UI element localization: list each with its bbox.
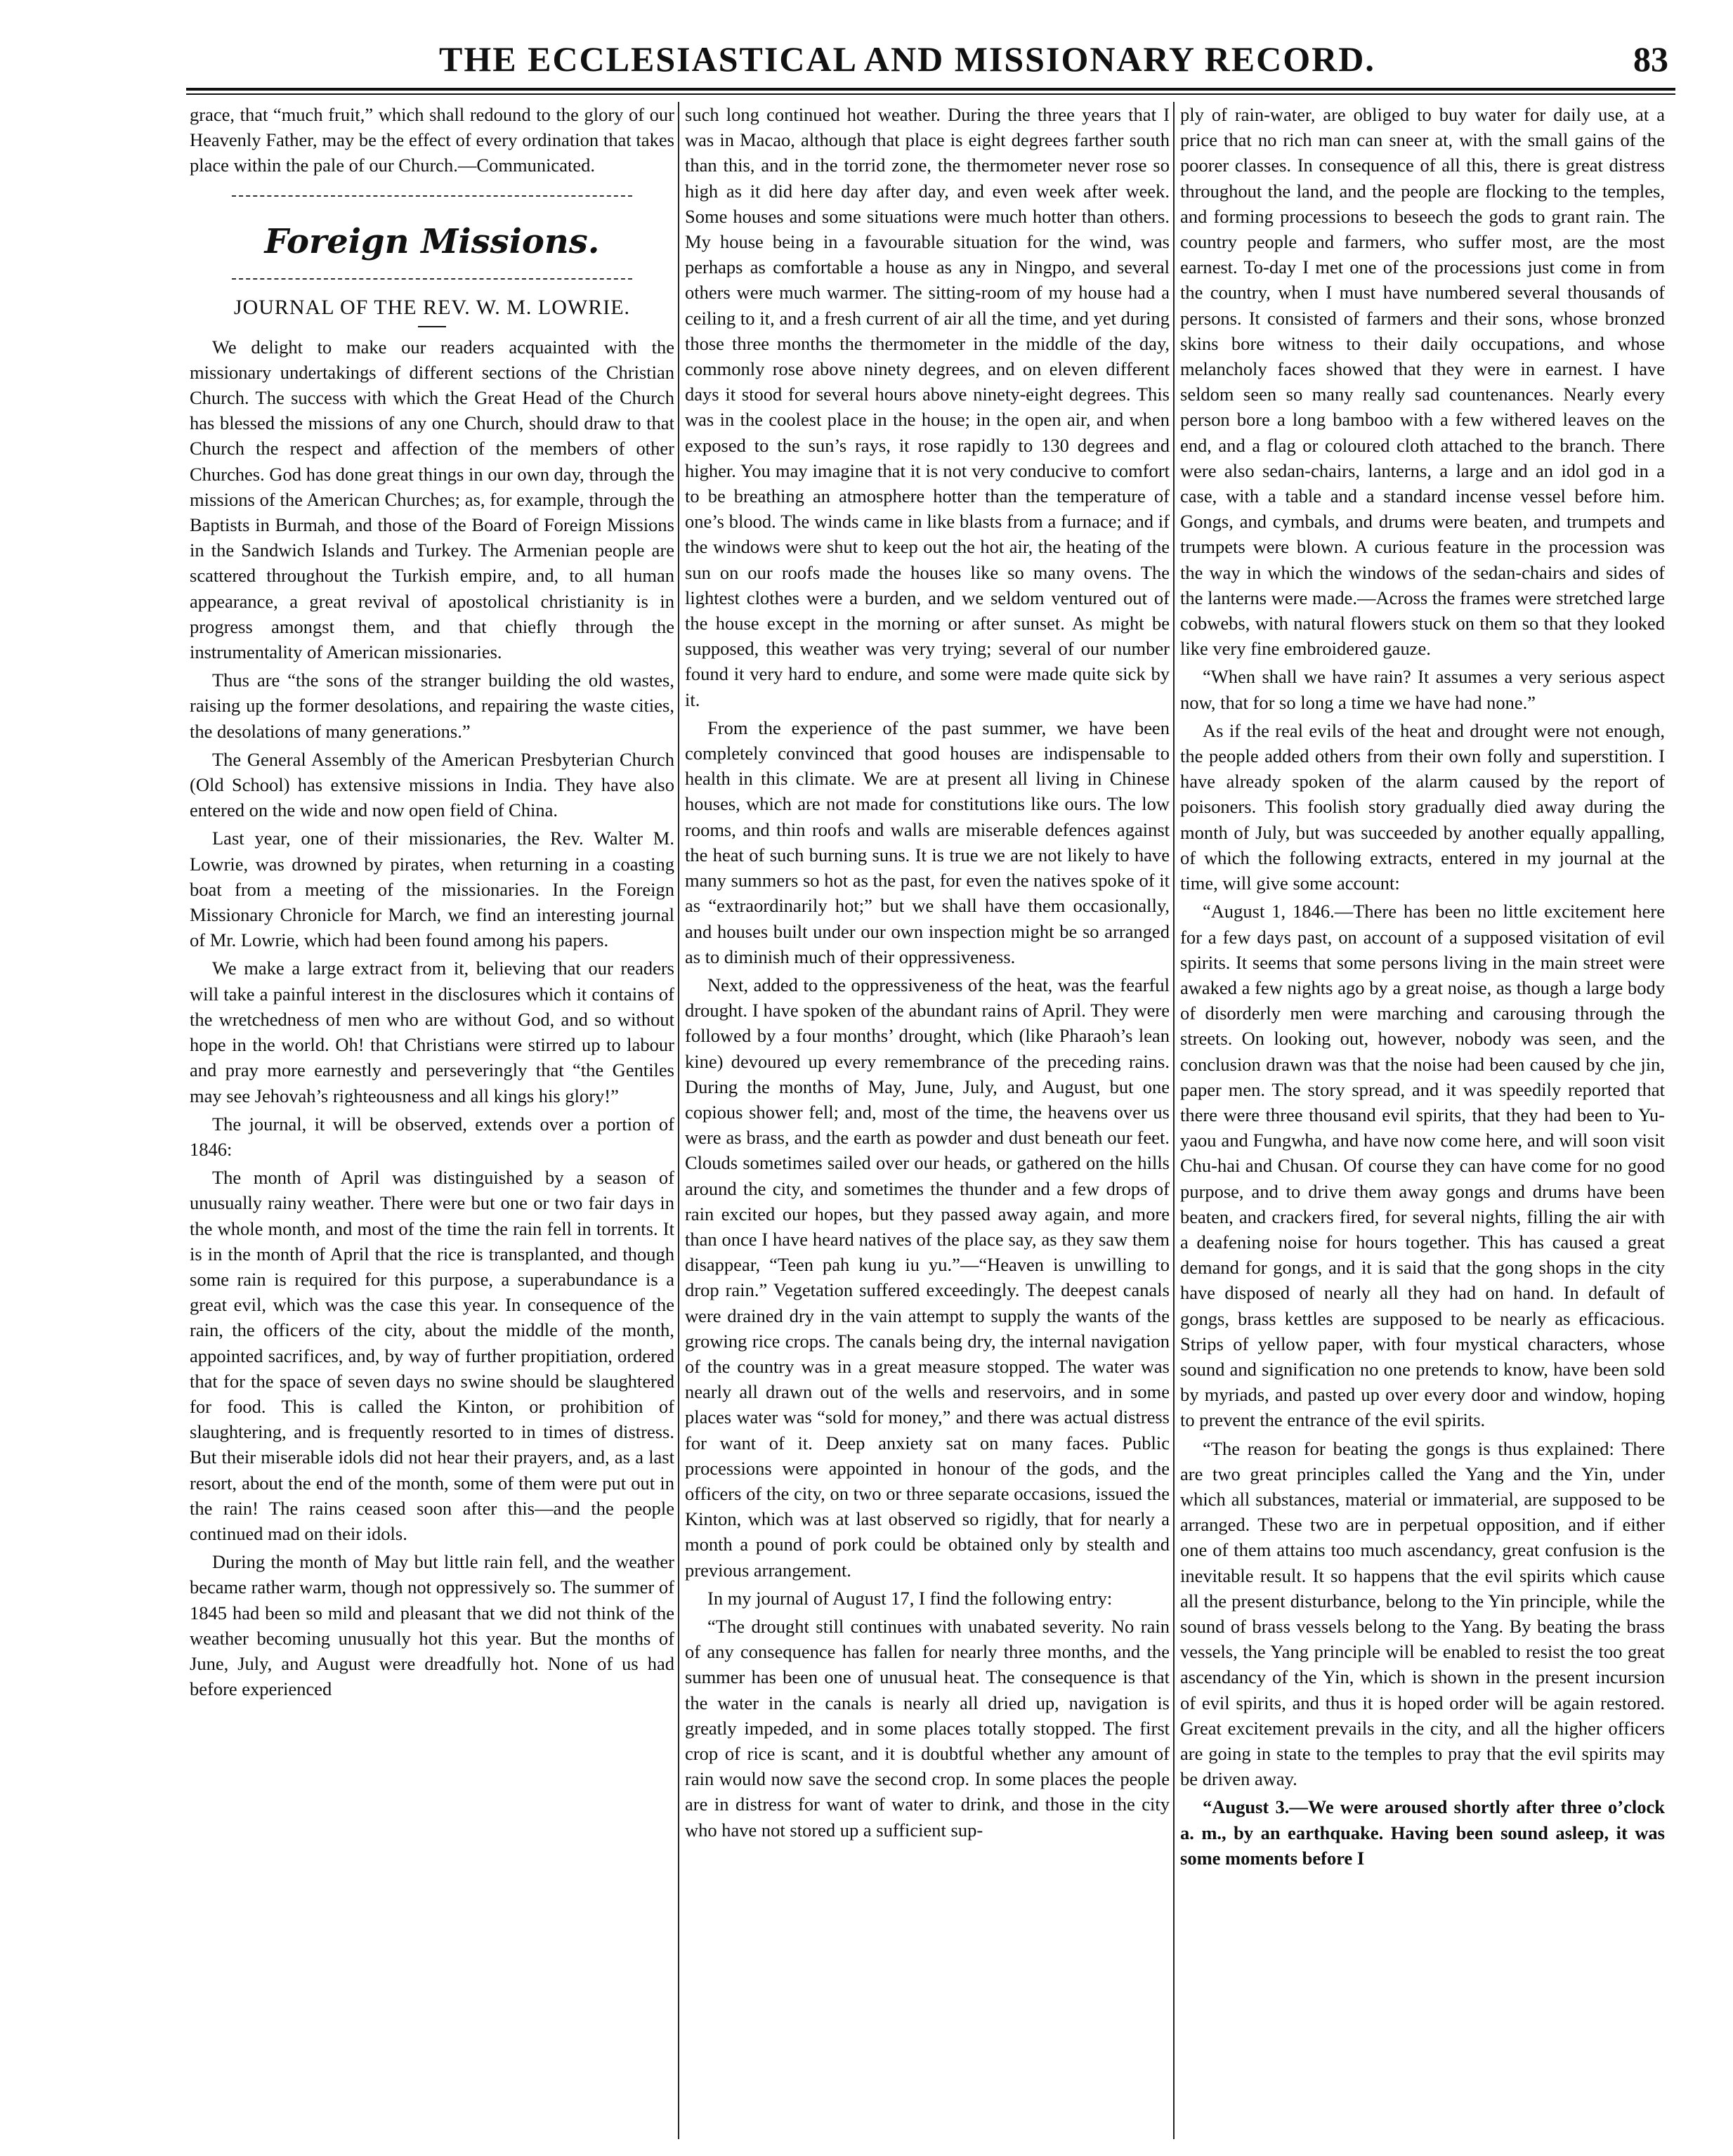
- column-middle: [685, 102, 1170, 2139]
- article-paragraph: grace, that “much fruit,” which shall redound to the glory of our Heavenly Father, may be the effect of every ordination that takes place within the pale of our Church.—Communicated.: [190, 104, 674, 176]
- page-number: 83: [1633, 39, 1668, 79]
- article-paragraph: “When shall we have rain? It assumes a very serious aspect now, that for so long a time we have had none.”: [1180, 666, 1665, 713]
- section-divider: [232, 195, 632, 197]
- header-rule-thin: [186, 93, 1675, 95]
- article-paragraph: As if the real evils of the heat and drought were not enough, the people added others from their own folly and superstition. I have already spoken of the alarm caused by the report of poisoners. This foolish story gradually died away during the month of July, but was succeeded by another equally appalling, of which the following extracts, entered in my journal at the time, will give some account:: [1180, 719, 1665, 894]
- article-title: JOURNAL OF THE REV. W. M. LOWRIE.: [233, 295, 631, 319]
- column-divider: [1173, 102, 1175, 2139]
- section-divider: [232, 278, 632, 280]
- article-paragraph: Next, added to the oppressiveness of the heat, was the fearful drought. I have spoken of the abundant rains of April. They were followed by a four months’ drought, which (like Pharaoh’s lean kine) devoured up every remembrance of the preceding rains. During the months of May, June, July, and August, but one copious shower fell; and, most of the time, the heavens over us were as brass, and the earth as powder and dust beneath our feet. Clouds sometimes sailed over our heads, or gathered on the hills around the city, and sometimes the thunder and a few drops of rain excited our hopes, but they passed away again, and more than once I have heard natives of the place say, as they saw them disappear, “Teen pah kung iu yu.”—“Heaven is unwilling to drop rain.” Vegetation suffered exceedingly. The deepest canals were drained dry in the vain attempt to supply the wants of the growing rice crops. The canals being dry, the internal navigation of the country was in a great measure stopped. The water was nearly all drawn out of the wells and reservoirs, and in some places water was “sold for money,” and there was actual distress for want of it. Deep anxiety sat on many faces. Public processions were appointed in honour of the gods, and the officers of the city, on two or three separate occasions, issued the Kinton, which was at last observed so rigidly, that for nearly a month a pound of pork could be obtained only by stealth and previous arrangement.: [685, 974, 1170, 1581]
- article-paragraph: During the month of May but little rain fell, and the weather became rather warm, though not oppressively so. The summer of 1845 had been so mild and pleasant that we did not think of the weather becoming unusually hot this year. But the months of June, July, and August were dreadfully hot. None of us had before experienced: [190, 1551, 674, 1700]
- article-paragraph: The month of April was distinguished by a season of unusually rainy weather. There were but one or two fair days in the whole month, and most of the time the rain fell in torrents. It is in the month of April that the rice is transplanted, and though some rain is required for this purpose, a superabundance is a great evil, which was the case this year. In consequence of the rain, the officers of the city, about the middle of the month, appointed sacrifices, and, by way of further propitiation, ordered that for the space of seven days no swine should be slaughtered for food. This is called the Kinton, or prohibition of slaughtering, and is frequently resorted to in times of distress. But their miserable idols did not hear their prayers, and, as a last resort, about the end of the month, some of them were put out in the rain! The rains ceased soon after this—and the people continued mad on their idols.: [190, 1167, 674, 1544]
- article-paragraph: such long continued hot weather. During the three years that I was in Macao, although that place is eight degrees farther south than this, and in the torrid zone, the thermometer never rose so high as it did here day after day, and even week after week. Some houses and some situations were much hotter than others. My house being in a favourable situation for the wind, was perhaps as comfortable a house as any in Ningpo, and several others were much warmer. The sitting-room of my house had a ceiling to it, and a fresh current of air all the time, and yet during those three months the thermometer in the middle of the day, commonly rose above ninety degrees, and on eleven different days it stood for several hours above ninety-eight degrees. This was in the coolest place in the house; in the open air, and when exposed to the sun’s rays, it rose rapidly to 130 degrees and higher. You may imagine that it is not very conducive to comfort to be breathing an atmosphere hotter than the temperature of one’s blood. The winds came in like blasts from a furnace; and if the windows were shut to keep out the hot air, the heating of the sun on our roofs made the houses like so many ovens. The lightest clothes were a burden, and we seldom ventured out of the house except in the morning or after sunset. As might be supposed, this weather was very trying; several of our number found it very hard to endure, and some were made quite sick by it.: [685, 104, 1170, 710]
- article-paragraph: “The reason for beating the gongs is thus explained: There are two great principles called the Yang and the Yin, under which all substances, material or immaterial, are supposed to be arranged. These two are in perpetual opposition, and if either one of them attains too much ascendancy, great confusion is the inevitable result. It so happens that the evil spirits which cause all the present disturbance, belong to the Yin principle, while the sound of brass vessels belong to the Yang. By beating the brass vessels, the Yang principle will be enabled to resist the too great ascendancy of the Yin, which is shown in the present incursion of evil spirits, and thus it is hoped order will be again restored. Great excitement prevails in the city, and all the higher officers are going in state to the temples to pray that the evil spirits may be driven away.: [1180, 1437, 1665, 1790]
- article-paragraph: “August 3.—We were aroused shortly after three o’clock a. m., by an earthquake. Having been sound asleep, it was some moments before I: [1180, 1796, 1665, 1869]
- article-paragraph: We delight to make our readers acquainted with the missionary undertakings of different sections of the Christian Church. The success with which the Great Head of the Church has blessed the missions of any one Church, should draw to that Church the respect and affection of the members of other Churches. God has done great things in our own day, through the missions of the American Churches; as, for example, through the Baptists in Burmah, and those of the Board of Foreign Missions in the Sandwich Islands and Turkey. The Armenian people are scattered throughout the Turkish empire, and, to all human appearance, a great revival of apostolical christianity is in progress amongst them, and that chiefly through the instrumentality of American missionaries.: [190, 336, 674, 663]
- article-paragraph: In my journal of August 17, I find the following entry:: [707, 1587, 1113, 1609]
- running-title: THE ECCLESIASTICAL AND MISSIONARY RECORD.: [439, 39, 1375, 79]
- title-underline: [418, 326, 446, 327]
- article-paragraph: The journal, it will be observed, extends over a portion of 1846:: [190, 1113, 674, 1160]
- article-paragraph: Last year, one of their missionaries, the Rev. Walter M. Lowrie, was drowned by pirates, when returning in a coasting boat from a meeting of the missionaries. In the Foreign Missionary Chronicle for March, we find an interesting journal of Mr. Lowrie, which had been found among his papers.: [190, 828, 674, 951]
- article-paragraph: We make a large extract from it, believing that our readers will take a painful interest in the disclosures which it contains of the wretchedness of men who are without God, and so without hope in the world. Oh! that Christians were stirred up to labour and pray more earnestly and perseveringly that “the Gentiles may see Jehovah’s righteousness and all kings his glory!”: [190, 958, 674, 1106]
- article-paragraph: “The drought still continues with unabated severity. No rain of any consequence has fallen for nearly three months, and the summer has been one of unusual heat. The consequence is that the water in the canals is nearly all dried up, navigation is greatly impeded, and in some places totally stopped. The first crop of rice is scant, and it is doubtful whether any amount of rain would now save the second crop. In some places the people are in distress for want of water to drink, and those in the city who have not stored up a sufficient sup-: [685, 1615, 1170, 1841]
- page-header: [186, 39, 1675, 88]
- column-right: [1180, 102, 1665, 2139]
- article-paragraph: ply of rain-water, are obliged to buy water for daily use, at a price that no rich man can sneer at, with the small gains of the poorer classes. In consequence of all this, there is great distress throughout the land, and the people are flocking to the temples, and forming processions to beseech the gods to grant rain. The country people and farmers, who suffer most, are the most earnest. To-day I met one of the processions just come in from the country, when I must have numbered several thousands of persons. It consisted of farmers and their sons, whose bronzed skins bore witness to their daily occupations, and whose melancholy faces showed that they were in earnest. I have seldom seen so many really sad countenances. Nearly every person bore a long bamboo with a few withered leaves on the end, and a flag or coloured cloth attached to the branch. There were also sedan-chairs, lanterns, a large and an idol god in a case, with a table and a standard incense vessel before him. Gongs, and cymbals, and drums were beaten, and trumpets and trumpets were blown. A curious feature in the procession was the way in which the windows of the sedan-chairs and sides of the lanterns were made.—Across the frames were stretched large cobwebs, with natural flowers stuck on them so that they looked like very fine embroidered gauze.: [1180, 104, 1665, 660]
- column-divider: [678, 102, 679, 2139]
- column-left: [190, 102, 674, 2139]
- article-paragraph: “August 1, 1846.—There has been no little excitement here for a few days past, on account of a supposed visitation of evil spirits. It seems that some persons living in the main street were awaked a few nights ago by a great noise, as though a large body of disorderly men were marching and carousing through the streets. On looking out, however, nobody was seen, and the conclusion drawn was that the noise had been caused by che jin, paper men. The story spread, and it was speedily reported that there were three thousand evil spirits, that they had been to Yu-yaou and Fungwha, and have now come here, and will soon visit Chu-hai and Chusan. Of course they can have come for no good purpose, and to drive them away gongs and drums have been beaten, and crackers fired, for several nights, filling the air with a deafening noise for hours together. This has caused a great demand for gongs, and it is said that the gong shops in the city have disposed of nearly all they had on hand. In default of gongs, brass kettles are supposed to be nearly as efficacious. Strips of yellow paper, with four mystical characters, whose sound and signification no one pretends to know, have been sold by myriads, and pasted up over every door and window, hoping to prevent the entrance of the evil spirits.: [1180, 901, 1665, 1431]
- section-title: Foreign Missions.: [264, 221, 600, 261]
- header-rule: [186, 88, 1675, 91]
- article-paragraph: Thus are “the sons of the stranger building the old wastes, raising up the former desolations, and repairing the waste cities, the desolations of many generations.”: [190, 669, 674, 742]
- article-paragraph: From the experience of the past summer, we have been completely convinced that good houses are indispensable to health in this climate. We are at present all living in Chinese houses, which are not made for constitutions like ours. The low rooms, and thin roofs and walls are miserable defences against the heat of such burning suns. It is true we are not likely to have many summers so hot as the past, for even the natives spoke of it as “extraordinarily hot;” but we shall have them occasionally, and houses built under our own inspection might be so arranged as to diminish much of their oppressiveness.: [685, 717, 1170, 967]
- article-paragraph: The General Assembly of the American Presbyterian Church (Old School) has extensive missions in India. They have also entered on the wide and now open field of China.: [190, 748, 674, 821]
